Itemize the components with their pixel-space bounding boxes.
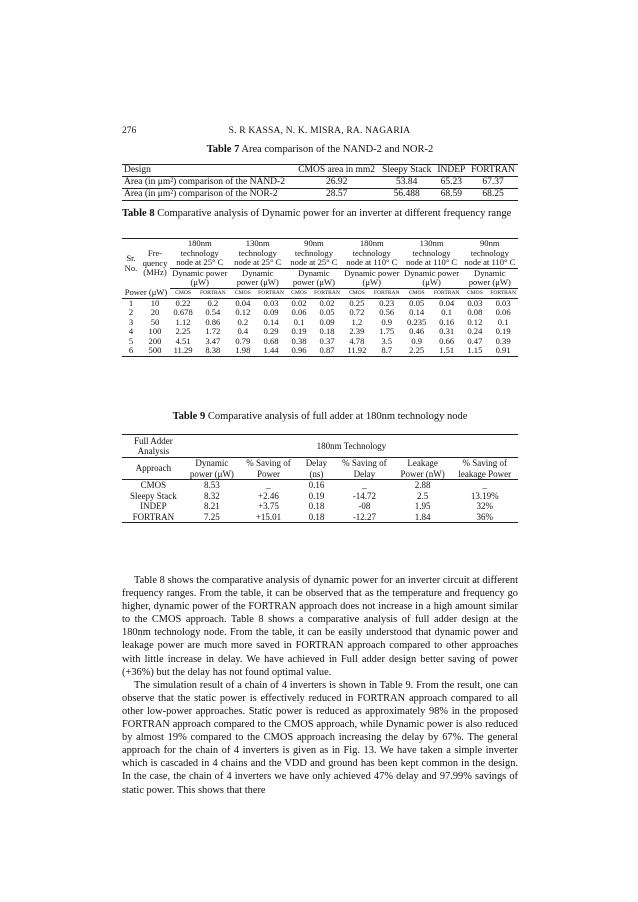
table9 — [122, 434, 518, 523]
table8-sub-header: FORTRAN — [490, 290, 516, 296]
table-cell: 11.92 — [347, 345, 367, 355]
table-cell: 0.03 — [263, 297, 279, 308]
table-cell: +3.75 — [258, 501, 279, 511]
table-cell: -08 — [358, 501, 371, 511]
table-cell: 0.1 — [441, 307, 453, 317]
table-cell: 0.12 — [235, 307, 251, 317]
table9-tech-header: 180nm Technology — [316, 440, 387, 451]
table9-full-adder-header: Full Adder Analysis — [134, 435, 173, 456]
table-cell: 1.15 — [467, 345, 483, 355]
table8-sub-header: CMOS — [402, 288, 432, 298]
table-cell: INDEP — [140, 501, 167, 511]
table9-header-cell: Delay (ns) — [305, 458, 328, 479]
table-cell: 0.16 — [439, 316, 455, 327]
table-cell: _ — [266, 480, 271, 490]
table-cell: 0.9 — [411, 335, 423, 346]
table8-group-header: 180nm technology node at 110° C — [346, 238, 398, 267]
table8-dynamic-row — [122, 268, 518, 288]
table-cell: 200 — [148, 335, 162, 346]
table-cell: 2 — [128, 307, 134, 317]
table-cell: -14.72 — [352, 490, 376, 501]
table-cell: 0.25 — [349, 297, 365, 308]
table-cell: 0.12 — [467, 316, 483, 327]
table-cell: 2.25 — [175, 326, 191, 336]
table-cell: 0.05 — [409, 297, 425, 308]
table-cell: 0.18 — [308, 501, 325, 511]
page-number: 276 — [122, 126, 137, 136]
table-cell: 0.678 — [173, 307, 193, 317]
table-cell: 0.19 — [291, 326, 307, 336]
table-cell: 0.04 — [235, 297, 251, 308]
table-cell: 0.9 — [381, 316, 393, 327]
table-cell: 0.18 — [308, 511, 325, 522]
table8-dynamic-header: Dynamic power (μW) — [344, 267, 400, 287]
table-cell: 8.53 — [204, 480, 220, 490]
table7-title: Area comparison of the NAND-2 and NOR-2 — [239, 144, 434, 155]
table-row — [122, 491, 518, 502]
table-cell: 0.14 — [263, 316, 279, 327]
table-cell: 53.84 — [396, 177, 418, 187]
table8-dynamic-header: Dynamic power (μW) — [236, 267, 279, 287]
table-cell: 0.86 — [205, 316, 221, 327]
table-cell: 0.46 — [409, 326, 425, 336]
table-cell: 3 — [128, 316, 134, 327]
table-cell: _ — [482, 480, 487, 490]
table-cell: Area (in μm²) comparison of the NOR-2 — [124, 189, 278, 199]
table8-dynamic-header: Dynamic power (μW) — [404, 267, 460, 287]
table-cell: 0.56 — [379, 307, 395, 317]
table-cell: 1.84 — [414, 511, 431, 522]
table8-sub-header: CMOS — [230, 288, 257, 298]
table8-sub-header: CMOS — [286, 288, 312, 298]
table-cell: 36% — [476, 511, 493, 522]
table8-group-header: 90nm technology node at 25° C — [290, 238, 338, 267]
table-cell: 0.04 — [439, 297, 455, 308]
table-cell: 1.12 — [175, 316, 191, 327]
table-cell: 4.78 — [349, 335, 365, 346]
table-cell: 8.7 — [381, 345, 393, 355]
paragraph: Table 8 shows the comparative analysis of dynamic power for an inverter circuit at different frequency ranges. From the table, it can be observed that as the temperature and frequency go higher, dynamic power of the FORTRAN approach does not increase in a high amount similar to the CMOS approach. Table 8 shows a comparative analysis of full adder design at the 180nm technology node. From the table, it can be easily understood that dynamic power and leakage power are much more saved in FORTRAN approach compared to other approaches with little increase in delay. We have achieved in Full adder design better saving of power (+36%) but the delay has not found optimal value. — [122, 575, 518, 678]
table-cell: 0.38 — [291, 335, 307, 346]
table-cell: 1 — [128, 297, 134, 308]
table-row — [122, 480, 518, 491]
table8-body — [122, 298, 518, 356]
table-cell: 0.05 — [319, 307, 335, 317]
table9-header-cell: % Saving of Delay — [342, 458, 387, 479]
table8-sub-row — [122, 288, 518, 298]
table8-title: Comparative analysis of Dynamic power for an inverter at different frequency range — [154, 208, 512, 219]
table9-header-cell: Dynamic power (μW) — [189, 458, 234, 479]
table-cell: 8.21 — [204, 501, 220, 511]
table-cell: 100 — [148, 326, 162, 336]
table-cell: 0.18 — [319, 326, 335, 336]
table7 — [122, 164, 518, 201]
table9-header-cell: % Saving of leakage Power — [458, 458, 512, 479]
table-cell: 0.06 — [291, 307, 307, 317]
body-text — [122, 574, 518, 797]
table-cell: 0.235 — [407, 316, 427, 327]
table-row — [122, 189, 518, 201]
table-cell: 8.32 — [204, 490, 220, 501]
table-cell: 1.95 — [414, 501, 431, 511]
table-cell: 0.02 — [319, 297, 335, 308]
table8-sub-header: FORTRAN — [433, 290, 460, 296]
table-cell: 6 — [128, 345, 134, 355]
table-cell: 0.87 — [319, 345, 335, 355]
table-cell: 68.25 — [482, 189, 504, 199]
table-cell: 56.488 — [393, 189, 420, 199]
table-cell: 68.59 — [440, 189, 462, 199]
table-cell: 0.16 — [308, 480, 325, 490]
table8-group-header: 130nm technology node at 25° C — [234, 238, 282, 267]
table-cell: 4 — [128, 326, 134, 336]
table-cell: 0.22 — [175, 297, 191, 308]
table-cell: 8.38 — [205, 345, 221, 355]
table9-body — [122, 480, 518, 523]
table-cell: 0.09 — [263, 307, 279, 317]
table9-header-row — [122, 458, 518, 480]
table8-freq-header: Fre- quency (MHz) — [142, 248, 168, 278]
table-cell: 1.75 — [379, 326, 395, 336]
table-cell: 2.39 — [349, 326, 365, 336]
table-cell: 0.09 — [319, 316, 335, 327]
table-cell: 1.98 — [235, 345, 251, 355]
table8-dynamic-header: Dynamic power (μW) — [172, 267, 228, 287]
table9-caption — [122, 411, 518, 422]
table-row — [122, 501, 518, 512]
table-cell: 0.39 — [495, 335, 511, 346]
table7-header-cell: Sleepy Stack — [382, 165, 432, 175]
table-cell: Area (in μm²) comparison of the NAND-2 — [124, 177, 285, 187]
table-cell: 1.51 — [439, 345, 455, 355]
table-cell: 0.06 — [495, 307, 511, 317]
table-cell: -12.27 — [352, 511, 376, 522]
table-cell: 0.4 — [237, 326, 249, 336]
table-cell: 11.29 — [173, 345, 193, 355]
running-authors: S. R KASSA, N. K. MISRA, RA. NAGARIA — [228, 126, 411, 136]
table-cell: CMOS — [140, 480, 167, 490]
table8-sub-header: CMOS — [170, 288, 196, 298]
table-cell: 0.08 — [467, 307, 483, 317]
table-cell: 3.5 — [381, 335, 393, 346]
table-cell: 26.92 — [325, 177, 348, 187]
table8-label: Table 8 — [122, 208, 155, 219]
table9-title: Comparative analysis of full adder at 180nm technology node — [205, 411, 468, 422]
table8-dynamic-header: Dynamic power (μW) — [468, 267, 511, 287]
table-cell: 13.19% — [470, 490, 499, 501]
table-cell: _ — [362, 480, 367, 490]
table-cell: +2.46 — [258, 490, 279, 501]
table-cell: 1.2 — [351, 316, 363, 327]
table9-header-cell: Leakage Power (nW) — [400, 458, 445, 479]
table-cell: 0.47 — [467, 335, 483, 346]
table-cell: Sleepy Stack — [130, 490, 177, 501]
table8-group-header: 130nm technology node at 110° C — [406, 238, 458, 267]
table-cell: +15.01 — [255, 511, 282, 522]
table7-header-cell: CMOS area in mm2 — [298, 165, 376, 175]
table-cell: 65.23 — [440, 177, 462, 187]
table-cell: 0.19 — [308, 490, 325, 501]
table8-dynamic-header: Dynamic power (μW) — [292, 267, 335, 287]
table8 — [122, 238, 518, 357]
table8-srno-header: Sr. No. — [124, 253, 138, 273]
table8-power-header: Power (μW) — [124, 287, 168, 297]
table8-sub-header: CMOS — [462, 288, 489, 298]
table-cell: 0.24 — [467, 326, 483, 336]
table8-group-header: 180nm technology node at 25° C — [176, 238, 224, 267]
table-cell: 0.1 — [497, 316, 509, 327]
table-cell: 67.37 — [482, 177, 504, 187]
table-cell: 4.51 — [175, 335, 191, 346]
table7-header-cell: FORTRAN — [471, 165, 515, 175]
table-cell: 2.25 — [409, 345, 425, 355]
table-row — [122, 177, 518, 189]
table-cell: 32% — [476, 501, 493, 511]
table7-header-cell: Design — [124, 165, 151, 175]
table9-label: Table 9 — [172, 411, 206, 422]
table7-caption — [122, 144, 518, 155]
table-cell: 5 — [128, 335, 134, 346]
table-row — [122, 346, 518, 356]
table9-title-row — [122, 435, 518, 458]
table8-caption — [122, 207, 518, 220]
table9-header-cell: % Saving of Power — [246, 458, 291, 479]
table-cell: FORTRAN — [132, 511, 175, 522]
table-cell: 1.44 — [263, 345, 279, 355]
table8-sub-header: FORTRAN — [258, 290, 284, 296]
table-cell: 0.1 — [293, 316, 305, 327]
table8-sub-header: CMOS — [342, 288, 372, 298]
table-cell: 0.72 — [349, 307, 365, 317]
table-cell: 28.57 — [325, 189, 348, 199]
table-cell: 0.2 — [237, 316, 249, 327]
table9-header-cell: Approach — [135, 463, 172, 474]
table-cell: 50 — [150, 316, 160, 327]
table7-header-row — [122, 165, 518, 177]
table-cell: 0.2 — [207, 297, 219, 308]
table8-sub-header: FORTRAN — [373, 290, 400, 296]
paragraph: The simulation result of a chain of 4 inverters is shown in Table 9. From the result, one can observe that the static power is effectively reduced in FORTRAN approach compared to all other low-power approaches. Static power is reduced as approximately 98% in the proposed FORTRAN approach compared to the CMOS approach, while Dynamic power is also reduced by almost 19% compared to the CMOS approach increasing the delay by 67%. The general approach for the chain of 4 inverters is given as in Fig. 13. We have taken a simple inverter which is cascaded in 4 chains and the VDD and ground has been kept common in the design. In the case, the chain of 4 inverters we have only achieved 47% delay and 97.99% savings of static power. This shows that there — [122, 679, 518, 796]
table-cell: 2.5 — [417, 490, 429, 501]
table-cell: 7.25 — [204, 511, 220, 522]
table-row — [122, 512, 518, 523]
table8-sub-header: FORTRAN — [314, 290, 340, 296]
table-cell: 0.54 — [205, 307, 221, 317]
table-cell: 0.79 — [235, 335, 251, 346]
table-cell: 0.66 — [439, 335, 455, 346]
table-cell: 0.14 — [409, 307, 425, 317]
table-cell: 0.29 — [263, 326, 279, 336]
table-cell: 0.68 — [263, 335, 279, 346]
table-cell: 0.96 — [291, 345, 307, 355]
table-cell: 0.03 — [495, 297, 511, 308]
table-cell: 0.31 — [439, 326, 455, 336]
table-cell: 1.72 — [205, 326, 221, 336]
table7-label: Table 7 — [206, 144, 240, 155]
table-cell: 500 — [148, 345, 162, 355]
table-cell: 0.19 — [495, 326, 511, 336]
table8-group-header: 90nm technology node at 110° C — [464, 238, 516, 267]
table-cell: 3.47 — [205, 335, 221, 346]
table-cell: 0.91 — [495, 345, 511, 355]
table8-group-row — [122, 239, 518, 269]
table-cell: 0.23 — [379, 297, 395, 308]
table-cell: 10 — [150, 297, 160, 308]
table-cell: 2.88 — [414, 480, 431, 490]
table-cell: 20 — [150, 307, 160, 317]
table-cell: 0.02 — [291, 297, 307, 308]
table8-sub-header: FORTRAN — [196, 288, 229, 298]
table7-header-cell: INDEP — [437, 165, 466, 175]
table-cell: 0.37 — [319, 335, 335, 346]
table-cell: 0.03 — [467, 297, 483, 308]
